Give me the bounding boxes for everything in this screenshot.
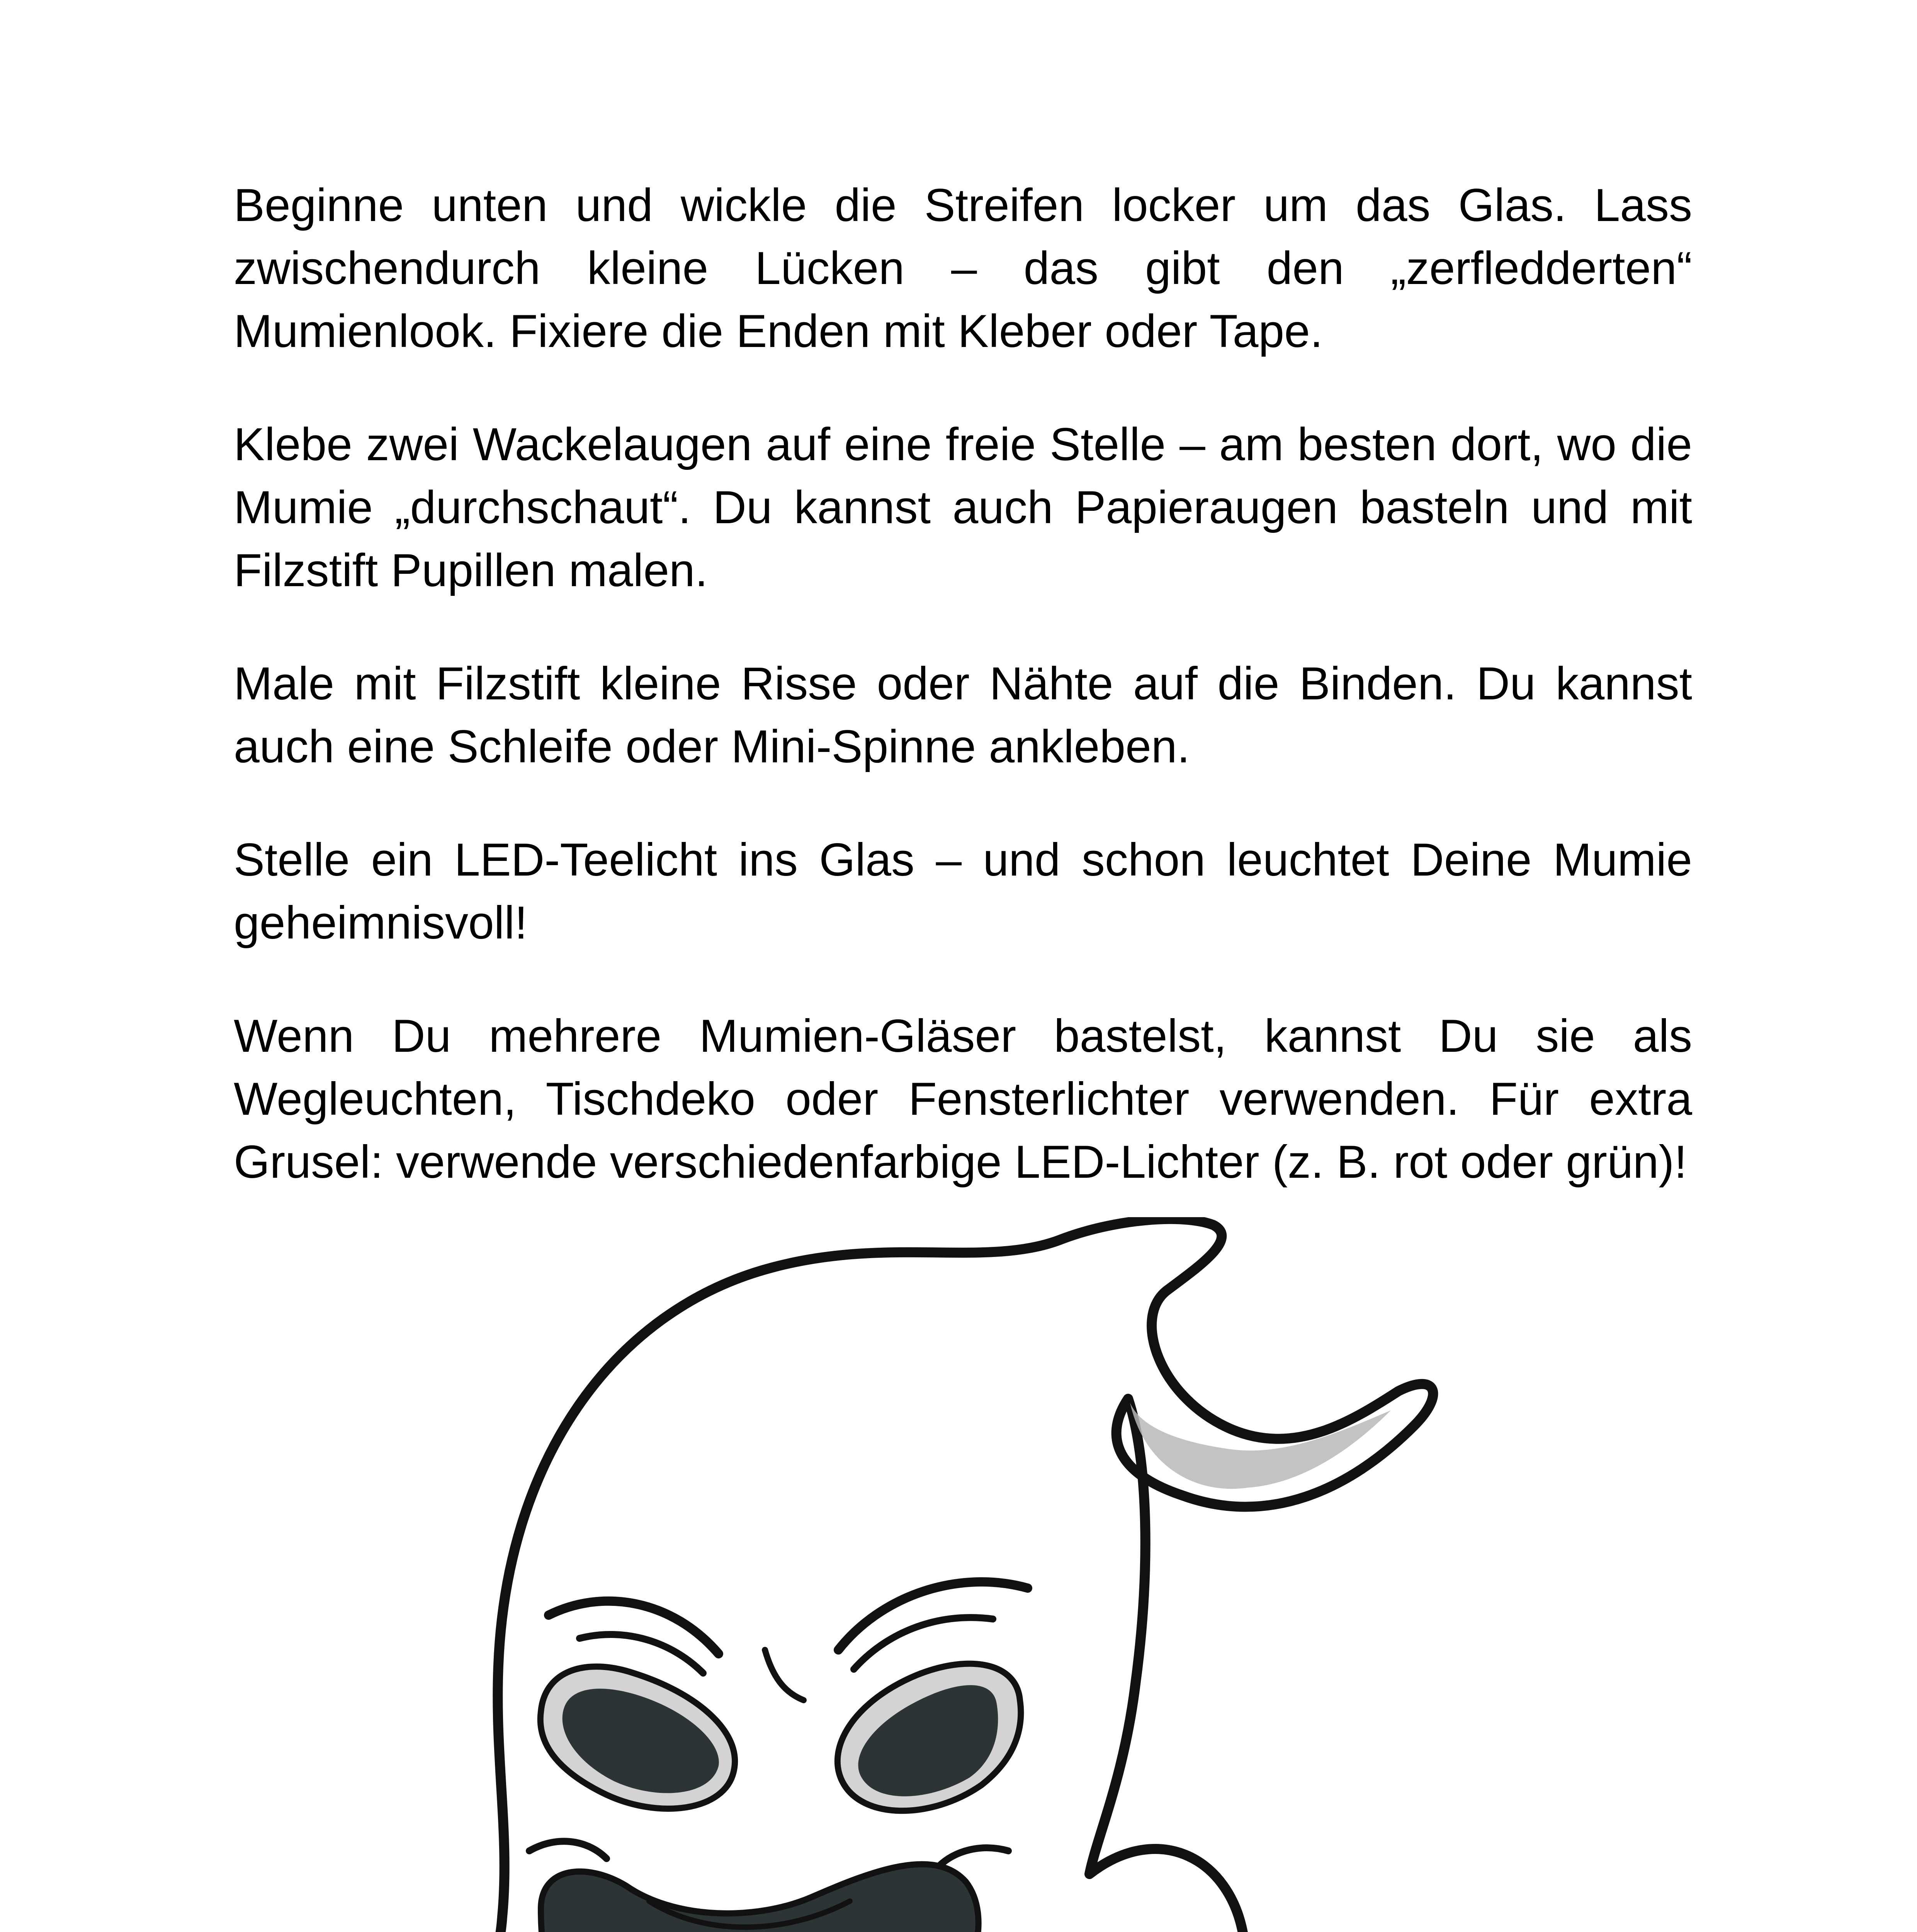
- angry-ghost-illustration: [425, 1217, 1507, 1932]
- ghost-body: [448, 1219, 1445, 1932]
- paragraph-2: Klebe zwei Wackelaugen auf eine freie Stelle – am besten dort, wo die Mumie „durchschaut“. Du kannst auch Papieraugen basteln und mit Filzstift Pupillen malen.: [234, 418, 1692, 596]
- paragraph-3: Male mit Filzstift kleine Risse oder Nähte auf die Binden. Du kannst auch eine Schleife oder Mini-Spinne ankleben.: [234, 658, 1692, 772]
- body-text: [234, 174, 1692, 1244]
- paragraph-1: Beginne unten und wickle die Streifen locker um das Glas. Lass zwischendurch kleine Lücken – das gibt den „zerfledderten“ Mumienlook. Fixiere die Enden mit Kleber oder Tape.: [234, 179, 1692, 357]
- paragraph-5: Wenn Du mehrere Mumien-Gläser bastelst, kannst Du sie als Wegleuchten, Tischdeko oder Fensterlichter verwenden. Für extra Grusel: verwende verschiedenfarbige LED-Lichter (z. B. rot oder grün)!: [234, 1010, 1692, 1188]
- paragraph-4: Stelle ein LED-Teelicht ins Glas – und schon leuchtet Deine Mumie geheimnisvoll!: [234, 834, 1692, 949]
